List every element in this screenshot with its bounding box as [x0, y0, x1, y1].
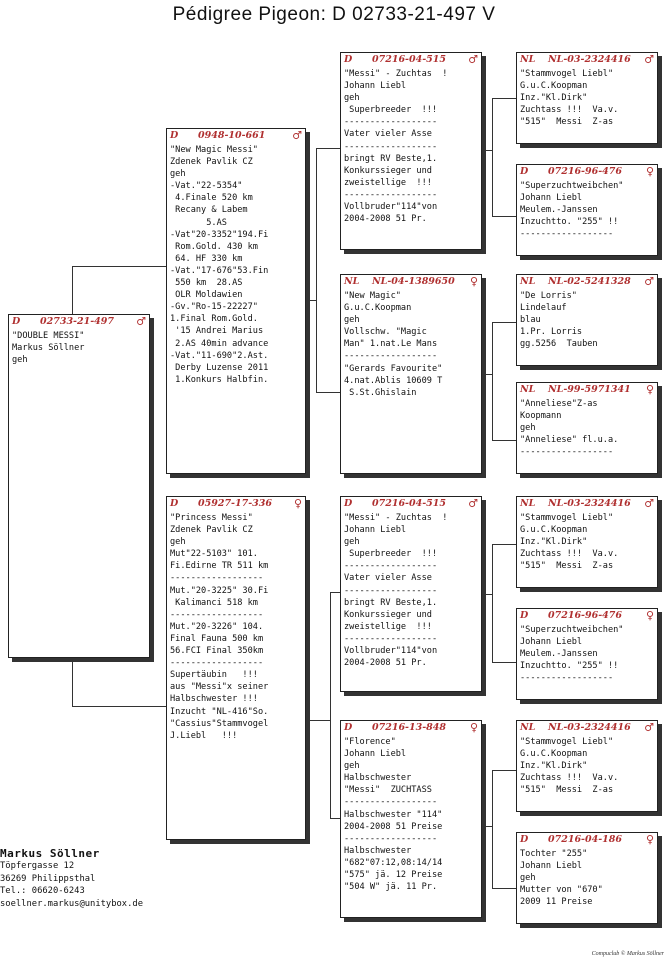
card-line: ------------------	[344, 585, 438, 596]
card-line: Vater vieler Asse	[344, 573, 432, 584]
card-line: 2004-2008 51 Preise	[344, 821, 443, 832]
card-line: 2004-2008 51 Pr.	[344, 214, 427, 225]
country-code: D	[520, 610, 529, 621]
card-line: ------------------	[520, 229, 614, 240]
card-line: Johann Liebl	[520, 861, 583, 872]
card-body	[517, 396, 657, 458]
card-body	[517, 288, 657, 350]
card-line: S.St.Ghislain	[344, 387, 417, 398]
country-code: D	[520, 166, 529, 177]
connector-line	[482, 594, 492, 595]
card-line: ------------------	[344, 633, 438, 644]
card-line: Meulem.-Janssen	[520, 649, 598, 660]
card-line: OLR Moldawien	[170, 290, 243, 301]
pedigree-card-sire-dam	[340, 274, 482, 474]
card-line: Recany & Labem	[170, 205, 248, 216]
card-line: geh	[344, 761, 360, 772]
connector-line	[482, 374, 492, 375]
card-body	[341, 66, 481, 225]
card-line: Mut."20-3226" 104.	[170, 621, 264, 632]
card-line: ------------------	[344, 351, 438, 362]
pedigree-card-dsd	[516, 608, 658, 700]
ring-number: NL-99-5971341	[548, 384, 631, 395]
card-line: "Messi" - Zuchtas !	[344, 513, 448, 523]
card-line: Derby Luzense 2011	[170, 362, 269, 373]
card-body	[9, 328, 149, 366]
owner-address	[0, 848, 143, 910]
pedigree-card-sdd	[516, 382, 658, 474]
sex-symbol: ♀	[469, 721, 478, 734]
card-line: "Stammvogel Liebl"	[520, 69, 614, 79]
connector-line	[492, 888, 516, 889]
card-line: Johann Liebl	[344, 81, 407, 92]
ring-number: NL-02-5241328	[548, 276, 631, 287]
card-line: Final Fauna 500 km	[170, 633, 264, 644]
card-line: "Anneliese" fl.u.a.	[520, 435, 619, 446]
card-line: -Vat."17-676"53.Fin	[170, 265, 269, 276]
card-line: geh	[520, 423, 536, 434]
country-code: D	[170, 130, 179, 141]
card-line: Kalimanci 518 km	[170, 597, 258, 608]
pedigree-card-ssd	[516, 164, 658, 256]
sex-symbol: ♀	[469, 275, 478, 288]
card-line: zweistellige !!!	[344, 177, 432, 188]
connector-line	[72, 266, 166, 267]
owner-phone: Tel.: 06620-6243	[0, 886, 85, 897]
country-code: D	[170, 498, 179, 509]
connector-line	[492, 770, 516, 771]
sex-symbol: ♂	[644, 497, 654, 510]
card-line: Inzucht "NL-416"So.	[170, 706, 269, 717]
sex-symbol: ♀	[645, 165, 654, 178]
card-line: Mutter von "670"	[520, 885, 603, 896]
owner-email[interactable]: soellner.markus@unitybox.de	[0, 898, 143, 909]
card-line: "De Lorris"	[520, 291, 577, 301]
card-line: '15 Andrei Marius	[170, 326, 264, 337]
country-code: NL	[520, 498, 536, 509]
pedigree-card-dam-sire	[340, 496, 482, 692]
connector-line	[492, 440, 516, 441]
card-line: "DOUBLE MESSI"	[12, 331, 85, 341]
card-line: 2.AS 40min advance	[170, 338, 269, 349]
card-line: -Vat"20-3352"194.Fi	[170, 229, 269, 240]
connector-line	[492, 770, 493, 888]
card-line: 56.FCI Final 350km	[170, 646, 264, 657]
ring-number: 07216-13-848	[372, 722, 446, 733]
country-code: D	[344, 722, 353, 733]
ring-number: NL-03-2324416	[548, 54, 631, 65]
country-code: NL	[520, 54, 536, 65]
pedigree-card-sire-sire	[340, 52, 482, 250]
card-body	[517, 178, 657, 240]
country-code: NL	[520, 276, 536, 287]
card-line: "515" Messi Z-as	[520, 561, 614, 572]
card-line: "Messi" ZUCHTASS	[344, 785, 432, 796]
card-line: Meulem.-Janssen	[520, 205, 598, 216]
sex-symbol: ♂	[644, 53, 654, 66]
card-line: 64. HF 330 km	[170, 253, 243, 264]
card-body	[341, 510, 481, 669]
pedigree-card-sire	[166, 128, 306, 474]
connector-line	[482, 826, 492, 827]
card-line: ------------------	[344, 141, 438, 152]
card-line: "New Magic Messi"	[170, 145, 258, 155]
card-line: -Gv."Ro-15-22227"	[170, 302, 258, 313]
card-line: G.u.C.Koopman	[520, 81, 588, 92]
card-line: "Stammvogel Liebl"	[520, 737, 614, 747]
card-line: ------------------	[170, 658, 264, 669]
country-code: D	[520, 834, 529, 845]
connector-line	[72, 658, 73, 706]
card-line: G.u.C.Koopman	[520, 525, 588, 536]
card-line: geh	[344, 93, 360, 104]
card-line: Zuchtass !!! Va.v.	[520, 105, 619, 116]
card-line: J.Liebl !!!	[170, 730, 238, 741]
card-line: Konkurssieger und	[344, 165, 432, 176]
card-line: 1.Konkurs Halbfin.	[170, 374, 269, 385]
card-line: Inz."Kl.Dirk"	[520, 761, 588, 772]
card-body	[167, 142, 305, 386]
card-line: ------------------	[344, 117, 438, 128]
card-line: "Florence"	[344, 737, 396, 747]
card-line: Superbreeder !!!	[344, 105, 438, 116]
card-line: ------------------	[344, 561, 438, 572]
card-line: "Princess Messi"	[170, 513, 253, 523]
card-line: Zdenek Pavlik CZ	[170, 525, 253, 536]
card-body	[517, 510, 657, 572]
connector-line	[492, 98, 516, 99]
pedigree-card-dds	[516, 720, 658, 812]
card-line: 4.nat.Ablis 10609 T	[344, 375, 443, 386]
card-line: Koopmann	[520, 411, 562, 422]
card-line: -Vat."22-5354"	[170, 181, 243, 192]
country-code: NL	[520, 722, 536, 733]
connector-line	[306, 300, 316, 301]
pedigree-card-ddd	[516, 832, 658, 924]
card-line: -Vat."11-690"2.Ast.	[170, 350, 269, 361]
card-line: 2004-2008 51 Pr.	[344, 658, 427, 669]
connector-line	[492, 662, 516, 663]
card-body	[341, 288, 481, 399]
sex-symbol: ♂	[644, 721, 654, 734]
connector-line	[330, 818, 340, 819]
card-line: Halbschwester	[344, 845, 412, 856]
ring-number: 0948-10-661	[198, 130, 266, 141]
card-line: 550 km 28.AS	[170, 278, 243, 289]
ring-number: NL-03-2324416	[548, 722, 631, 733]
card-line: Man" 1.nat.Le Mans	[344, 339, 438, 350]
sex-symbol: ♂	[292, 129, 302, 142]
card-line: Zuchtass !!! Va.v.	[520, 549, 619, 560]
connector-line	[492, 322, 516, 323]
card-line: "New Magic"	[344, 291, 401, 301]
card-line: Vollbruder"114"von	[344, 646, 438, 657]
card-line: ------------------	[344, 833, 438, 844]
card-line: geh	[344, 315, 360, 326]
card-body	[167, 510, 305, 742]
pedigree-card-sds	[516, 274, 658, 366]
sex-symbol: ♀	[645, 383, 654, 396]
card-line: "504 W" jä. 11 Pr.	[344, 882, 438, 893]
card-body	[517, 846, 657, 908]
connector-line	[492, 544, 516, 545]
pedigree-card-dam	[166, 496, 306, 840]
card-line: geh	[344, 537, 360, 548]
card-line: Markus Söllner	[12, 343, 85, 354]
card-line: Mut"22-5103" 101.	[170, 549, 258, 560]
card-line: geh	[520, 873, 536, 884]
card-line: 1.Final Rom.Gold.	[170, 314, 258, 325]
sex-symbol: ♀	[293, 497, 302, 510]
sex-symbol: ♂	[468, 53, 478, 66]
owner-name: Markus Söllner	[0, 847, 100, 860]
card-line: geh	[170, 169, 186, 180]
sex-symbol: ♂	[644, 275, 654, 288]
ring-number: 07216-96-476	[548, 610, 622, 621]
card-line: gg.5256 Tauben	[520, 339, 598, 350]
owner-street: Töpfergasse 12	[0, 861, 75, 872]
card-line: "Stammvogel Liebl"	[520, 513, 614, 523]
connector-line	[330, 592, 331, 818]
ring-number: NL-04-1389650	[372, 276, 455, 287]
connector-line	[316, 392, 340, 393]
country-code: D	[344, 54, 353, 65]
connector-line	[492, 216, 516, 217]
sex-symbol: ♂	[468, 497, 478, 510]
card-line: "515" Messi Z-as	[520, 785, 614, 796]
ring-number: 05927-17-336	[198, 498, 272, 509]
card-line: ------------------	[170, 573, 264, 584]
country-code: NL	[344, 276, 360, 287]
card-line: 5.AS	[170, 217, 227, 228]
card-line: Inzuchtto. "255" !!	[520, 661, 619, 672]
owner-city: 36269 Philippsthal	[0, 873, 96, 884]
card-line: Johann Liebl	[520, 193, 583, 204]
card-line: "515" Messi Z-as	[520, 117, 614, 128]
card-line: Inz."Kl.Dirk"	[520, 93, 588, 104]
card-line: 4.Finale 520 km	[170, 193, 253, 204]
pedigree-card-dss	[516, 496, 658, 588]
ring-number: 02733-21-497	[40, 316, 114, 327]
card-line: "Messi" - Zuchtas !	[344, 69, 448, 79]
card-line: geh	[170, 537, 186, 548]
connector-line	[316, 148, 340, 149]
connector-line	[316, 720, 330, 721]
connector-line	[316, 148, 317, 392]
connector-line	[492, 98, 493, 216]
connector-line	[492, 322, 493, 440]
card-line: Halbschwester "114"	[344, 809, 443, 820]
ring-number: 07216-96-476	[548, 166, 622, 177]
card-line: ------------------	[520, 447, 614, 458]
sex-symbol: ♀	[645, 833, 654, 846]
card-line: Zuchtass !!! Va.v.	[520, 773, 619, 784]
sex-symbol: ♂	[136, 315, 146, 328]
card-line: "575" jä. 12 Preise	[344, 870, 443, 881]
sex-symbol: ♀	[645, 609, 654, 622]
card-line: "Cassius"Stammvogel	[170, 718, 269, 729]
connector-line	[72, 266, 73, 314]
card-line: ------------------	[344, 189, 438, 200]
card-line: Konkurssieger und	[344, 609, 432, 620]
country-code: NL	[520, 384, 536, 395]
card-body	[341, 734, 481, 893]
card-line: Vater vieler Asse	[344, 129, 432, 140]
connector-line	[72, 706, 166, 707]
ring-number: NL-03-2324416	[548, 498, 631, 509]
card-line: "Gerards Favourite"	[344, 363, 443, 374]
ring-number: 07216-04-186	[548, 834, 622, 845]
card-line: ------------------	[520, 673, 614, 684]
card-line: Halbschwester	[344, 773, 412, 784]
pedigree-card-pigeon	[8, 314, 150, 658]
card-line: Vollschw. "Magic	[344, 327, 427, 338]
country-code: D	[12, 316, 21, 327]
card-body	[517, 622, 657, 684]
card-line: "Superzuchtweibchen"	[520, 181, 624, 191]
card-line: Inzuchtto. "255" !!	[520, 217, 619, 228]
card-line: G.u.C.Koopman	[520, 749, 588, 760]
card-body	[517, 734, 657, 796]
card-line: Halbschwester !!!	[170, 694, 258, 705]
card-line: Rom.Gold. 430 km	[170, 241, 258, 252]
card-line: "Anneliese"Z-as	[520, 399, 598, 409]
pedigree-card-dam-dam	[340, 720, 482, 918]
card-line: G.u.C.Koopman	[344, 303, 412, 314]
card-line: Superbreeder !!!	[344, 549, 438, 560]
ring-number: 07216-04-515	[372, 498, 446, 509]
card-line: blau	[520, 315, 541, 326]
software-credit: Compuclub © Markus Söllner	[591, 951, 664, 957]
connector-line	[306, 720, 316, 721]
card-line: Johann Liebl	[344, 525, 407, 536]
card-line: Johann Liebl	[344, 749, 407, 760]
card-line: ------------------	[344, 797, 438, 808]
card-line: geh	[12, 355, 28, 366]
card-line: ------------------	[170, 609, 264, 620]
card-line: Lindelauf	[520, 303, 567, 314]
page-title: Pédigree Pigeon: D 02733-21-497 V	[172, 4, 496, 25]
country-code: D	[344, 498, 353, 509]
card-line: aus "Messi"x seiner	[170, 682, 269, 693]
card-line: Zdenek Pavlik CZ	[170, 157, 253, 168]
card-line: 1.Pr. Lorris	[520, 327, 583, 338]
connector-line	[482, 150, 492, 151]
card-line: Supertäubin !!!	[170, 670, 258, 681]
card-line: "Superzuchtweibchen"	[520, 625, 624, 635]
card-line: zweistellige !!!	[344, 621, 432, 632]
card-line: Fi.Edirne TR 511 km	[170, 561, 269, 572]
pedigree-card-sss	[516, 52, 658, 144]
card-line: bringt RV Beste,1.	[344, 597, 438, 608]
card-line: Mut."20-3225" 30.Fi	[170, 585, 269, 596]
connector-line	[330, 592, 340, 593]
ring-number: 07216-04-515	[372, 54, 446, 65]
card-line: "682"07:12,08:14/14	[344, 857, 443, 868]
card-line: 2009 11 Preise	[520, 897, 593, 908]
card-line: Inz."Kl.Dirk"	[520, 537, 588, 548]
card-line: Vollbruder"114"von	[344, 202, 438, 213]
connector-line	[492, 544, 493, 662]
card-line: Johann Liebl	[520, 637, 583, 648]
card-line: bringt RV Beste,1.	[344, 153, 438, 164]
card-body	[517, 66, 657, 128]
card-line: Tochter "255"	[520, 849, 588, 859]
